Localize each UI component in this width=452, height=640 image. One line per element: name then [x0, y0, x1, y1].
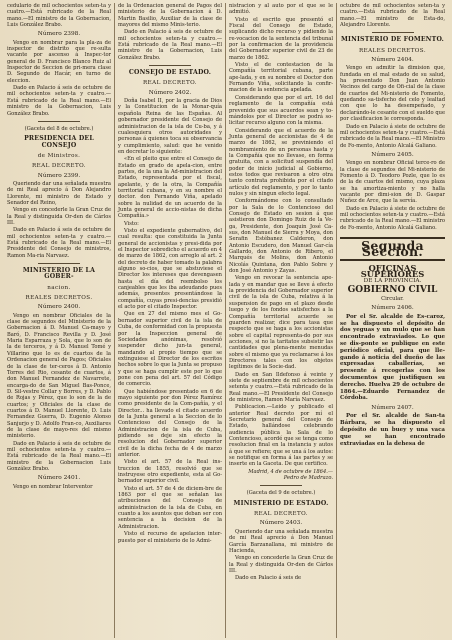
- paragraph: Visto el expediente gubernativo, del cual resulta: que constituida la Junta general de accionistas y presi-dida por el Inspector sobredicho el acuerdo en 4 de marzo de 1862, con arreglo al art. 2 del decreto de haber tomado la palabra alguno so-cios, que se abstuviese el Director los intereses que devengasen hasta el día del reembolso los canjeables que les iba adeudando pues además, presentes presentándose la compañía, cuyas presi-dencias presidió el acto por el citado Inspector.: [118, 228, 222, 311]
- gazette-date: (Gaceta del 9 de octubre.): [246, 490, 316, 497]
- section-heading: PRESIDENCIA DEL CONSEJO: [24, 135, 94, 149]
- notice-paragraph: Por el Sr. alcalde de San-ta Bárbara, se ha dispuesto el depósito de un buey y una vaca que se han encontrado extraviadas en la dehesa de: [340, 413, 445, 447]
- section-subheading: nacion.: [47, 284, 71, 291]
- paragraph: Dado en Palacio á seis de octubre de mil ochocientos seten-ta y cuatro.—Está rubricado de la Real mano.—El ministro de la Gobernacion, Luis González Brabo.: [118, 29, 222, 61]
- decree-heading: REALES DECRETOS.: [358, 47, 426, 54]
- decree-number: Número 2405.: [371, 151, 414, 158]
- paragraph: Visto el art. 57 de la Real ins-truccion de 1855, resolvió que se instruyese otro expediente, esta al Go-bernador superior civil.: [118, 459, 222, 485]
- decree-number: Número 2398.: [37, 31, 81, 38]
- column-2: [115, 3, 226, 638]
- paragraph: Conformándome con lo consultado por la Sala de lo Contencioso del Consejo de Estado en sesion á que asistieron don Domingo Ruiz de la Ve-ga, Presidente, don Joaquin José Ca-sus, don Manuel de Sierra y Moya, don Serafin Estébanez Calderon, don Antonio Escudero, don Manuel Gar-cía Gallardo, don Antonio de Ribero, el Marqués de Molins, don Antonio Nicolás Quintana, don Pablo Sobre y don José Antonio y Zayas.: [229, 198, 333, 275]
- paragraph: Dado en Palacio á seis de octubre de mil ochocientos seten-ta y cuatro.—Está rubricado de la Real mano.—El ministro de la Gobernacion, Luis González Brabo.: [7, 85, 111, 117]
- notice-paragraph: Por el Sr. alcalde de Es-caroz, se ha dispuesto el depósito de dos yeguas y un mulo que se han encontrado extraviados. Lo que se dis-ponte se publique en este periódico oficial, para que lle-gando á noticia del dueño de las expresadas caballerías, se presente á recogerlas con los documentos que justifiquen su derecho. Huelva 29 de octubre de 1864.—Eduardo Fernandez de Córdoba.: [340, 313, 445, 402]
- paragraph: Vengo en admitir la dimision que, fundada en el mal estado de su salud, ha presentado Don Juan Antonio Vecinos del cargo de Ofi-cial de la clase de cuartos del Mi-nisterio de Fomento, quedando sa-tisfecho del celo y lealtad con que lo ha desempeñado, y declarándo-le cesante con el sueldo que por clasificacion le corresponda.: [340, 65, 445, 123]
- paragraph: Que en 27 del mismo mes el Go-bernador superior civil de la isla de Cuba, de conformidad con la propuesta por la Inspeccion general de Sociedades anónimas, resolvió suspender dicho jun-ta general, mandando al propio tiempo que se extinguiese el Director de los escritos hechos sobre lo que la Junta se propuso y que se haga cumplir este por lo que pone con pena del art. 57 del Código de comercio.: [118, 311, 223, 388]
- offices-heading: OFICINAS SUPERIORES: [360, 262, 425, 280]
- paragraph: Dado en Palacio á seis de octubre de mil ochocientos seten-ta y cuatro.—Está rubricado de la Real mano.—El Presidente del Consejo de ministros, Ramon Ma-ria Narvaez.: [7, 227, 111, 259]
- section-subheading: de Ministros.: [37, 152, 81, 159]
- column-3: [226, 3, 337, 638]
- paragraph: Visto:: [124, 220, 139, 227]
- paragraph: Dado en Palacio á seis de octubre de mil ochocientos seten-ta y cuatro.—Está rubricado de la Real mano.—El ministro de la Gobernacion Luis González Brabo.: [7, 440, 111, 472]
- decree-number: Número 2407.: [371, 405, 414, 412]
- gazette-date: (Gaceta del 8 de octubre.): [24, 125, 94, 132]
- section-heading: MINISTERIO DE LA GOBER-: [22, 267, 96, 281]
- decree-heading: REAL DECRETO.: [143, 80, 197, 87]
- decree-number: Número 2406.: [371, 305, 414, 312]
- signature-line: Madrid, 4 de octubre de 1864.—Pedro de Madrazo.: [248, 468, 333, 482]
- paragraph: Visto el art. 57 de 4 de diciem-bre de 1863 por el que se señalan las atribuciones del Consejo de administracion de la isla de Cuba, en cuanto a los asuntos que deban ser con sentencia a la decision de la Administracion.: [118, 485, 222, 530]
- paragraph: Vengo en nombrar Interventor: [13, 483, 93, 490]
- paragraph: Vengo en nombrar Oficiales de la clase de segundos del Ministerio de la Gobernacion á D. Manuel Ca-mayo y Baró, D. Francisco Revilla y D. José Maria Esparraza y Sola, que lo son de la de terceros, y á D. Manuel Tomé y Villarino que lo es de cuartos de la Ordenacion general de Pagos; Oficiales de la clase de ter-ceros á D. Antonio Torres del Rio, cesante de cuartos, á don Manuel Fernandez de Navarrete, encarga-do de San Miguel Bas-Ponce, D. Sil-vestre Collar y Borres, y D. Pablo de Rojas y Pérez, que lo son de la de cuartos; y Oficiales de la clase de cuartos á D. Manuel Llorente, D. Luis Fernandez Guerra, D. Eugenio Alonso Sanjurjo y D. Adolfo Fran-co, Auxiliares de la clase de mayo-res del mismo ministerio.: [7, 312, 111, 440]
- decree-heading: REAL DECRETO.: [254, 511, 308, 518]
- paragraph: de la Ordenacion general de Pagos del ministerio de la Gobernacion á D. Martin Basilio, Auxiliar de la clase de mayores del mismo Minis-terio.: [118, 3, 222, 29]
- paragraph: Queriendo dar una señalada muestra de mi Real aprecio á Don Manuel García Barzanallana, mi ministro de Hacienda,: [229, 528, 333, 554]
- paragraph: Doña Isabel II, por la gracia de Dios y la Constitucion de la Monar-quía española Reina de las Españas. Al gobernador presidente del Consejo de administracion de la isla de Cu-ba, y á cualesquiera otros autoridades y personas á quienes toca su observancia y cumplimiento, salud: que he venido en decretar lo siguiente:: [118, 98, 222, 155]
- section-heading: CONSEJO DE ESTADO.: [128, 69, 212, 77]
- section-heading: MINISTERIO DE ESTADO.: [233, 499, 329, 507]
- paragraph: octubre de mil ochocientos seten-ta y cuatro.—Está rubricado de la Real mano.—El ministro de Esta-do, Alejandro Llorente.: [340, 3, 445, 29]
- paragraph: Publicacion.—Leido y publicado el anterior Real decreto por mí el Secretario general del Consejo de Estado, hallándose celebrando audiencia pública la Sala de lo Contencioso, acordé que se tenga como resolucion final en la instancia y autos á que se refiere; que se una á los autos: se notifique en forma á las partes y se inserte en la Gaceta. De que certifico.: [229, 404, 333, 468]
- decree-heading: REAL DECRETO.: [32, 163, 86, 170]
- divider: [260, 485, 302, 486]
- divider: [372, 32, 414, 33]
- paragraph: Vengo en concederle la Gran Cruz de la Real y distinguida Or-den de Cárlos III.: [229, 555, 333, 574]
- decree-number: Número 2401.: [37, 475, 81, 482]
- paragraph: Visto el recurso de apelacion inter-puesto por el ministerio de lo Admi-: [118, 531, 222, 544]
- paragraph: Vengo en nombrar Oficial terce-ro de la clase de segundos del Mi-nisterio de Fomento á D. Teodoro Pozle, que lo es de la de cuartos del mismo, cuya plaza se ha amortiza-miento y no halla vacante por dimi-sion de D. Gaspar Nuñez de Arce, que la servía.: [340, 160, 445, 205]
- paragraph: cedulario de mil ochocientos seten-ta y cuatro.—Está rubricado de la Real mano.—El ministro de la Gobernacion, Luis González Brabo.: [7, 3, 111, 29]
- section-heading: MINISTERIO DE FOMENTO.: [340, 36, 445, 44]
- decree-number: Número 2399.: [37, 172, 81, 179]
- paragraph: Queriendo dar una señalada muestra de mi Real aprecio á Don Alejandro Llorente, mi ministro de Estado y Senador del Reino,: [7, 180, 111, 206]
- paragraph: Visto el escrito que presentó el Fiscal del Consejo de Estado, suplicando dicho recurso y pidiendo la re-vocacion de la sentencia del tribunal por la confirmacion de la providencia del Gobernador superior civil de 23 de marzo de 1862.: [229, 16, 333, 61]
- paragraph: Vengo en nombrar para la pla-za de inspector de distrito que re-sulta vacante por ascenso á Inspec-tor general de D. Francisco Blanco Ruiz al Inspector de Seccion de pri-mera clase D. Segundo de Hacár, en turno de eleccion.: [7, 39, 111, 84]
- circular-label: Circular.: [381, 296, 404, 303]
- paragraph: Dado en Palacio á siete de octubre de mil ochocientos seten-ta y cuatro.—Está rubricado de la Real mano.—El ministro de Fo-mento, Antonio Alcalá Galiano.: [340, 205, 445, 231]
- decree-heading: REALES DECRETOS.: [25, 295, 93, 302]
- paragraph: Que habiéndose presentado en 6 de mayo siguiente por don Pérez Ramírez como presidente de la Com-pañía, y el Director... ha llevado el citado acuerdo de la Junta general a la Seccion de lo Contencioso del Consejo de la Administracion de la isla de Cuba, pidiendo se deje sin efecto la resolucion del Gobernador superior civil de la dicha fecha de 4 de marzo anterior.: [118, 388, 222, 459]
- divider: [149, 65, 191, 66]
- section-banner: Segunda Seccion.: [340, 237, 445, 261]
- government-heading: GOBIERNO CIVIL: [347, 284, 438, 295]
- paragraph: Dado en Palacio á siete de octubre de mil ochocientos seten-ta y cuatro.—Está rubricado de la Real mano.—El Ministro de Fo-mento, Antonio Alcalá Galiano.: [340, 123, 445, 149]
- column-1: [4, 3, 115, 638]
- offices-subheading: DE LA PROVINCIA.: [363, 278, 422, 285]
- divider: [38, 263, 80, 264]
- paragraph: Dado en Palacio á seis de: [235, 575, 302, 582]
- paragraph: Vengo en revocar la sentencia ape-lada y en mandar que se lleve á efecto la providencia del Gobernador superior civil de la isla de Cuba, relativa á la suspension de pago en el plazo desde luego y de los fondos satisfechos a la Compañía territorial acuerde se guarden realizar, dice para tasa que respecto que se haga a los accionistas sobre el capital representa-do por sus acciones, si no la taritatos subsistir las cantidades que plena-mente menudas sobre el mismo que ya reclamarse á los Directores tales con los objetos legítimos de la Socie-dad.: [229, 275, 333, 371]
- paragraph: Considerando que el acuerdo de la Junta general de accionistas de 4 de marzo de 1862, se previniendo el nombramiento de un personas hasta y la Compañía que no llevase, en forma gratuita, con a solicitud suspendía del poder de inicio judicial al Gobierno, estos todos que revisaron a otro otra tanto contrata prohibida por el citado artículo del reglamento, y por lo tanto nulos y sin ningun efecto legal.: [229, 127, 333, 197]
- paragraph: «En el pleito que entre el Consejo de Estado en grado de apela-cion, entre partes, de la una la Ad-ministracion del Estado, representada por el fiscal, apelante, y de la otra, la Compañía territorial cubana, y en su nombre el doctor. don Fernando Viña, apelado sobre la nulidad de un acuerdo de la Junta general de accio-nistas de dicha Compañía.»: [118, 156, 222, 220]
- column-layout: [4, 3, 448, 638]
- decree-number: Número 2403.: [259, 520, 303, 527]
- decree-number: Número 2402.: [148, 89, 192, 96]
- column-4: [337, 3, 448, 638]
- paragraph: Visto el de contestacion de la Compañía territorial cubana, parte ape-lada, y en su nombre el Doctor don Fernando Viña, solicitando la confir-macion de la sentencia apelada.: [229, 62, 333, 94]
- decree-number: Número 2400.: [37, 304, 81, 311]
- divider: [38, 121, 80, 122]
- paragraph: Dado en San Ildefonso á veinte y siete de septiembre de mil ochocientos setenta y cuatro.—Está rubricado de la Real mano.—El Presidente del Consejo de ministros, Ramon María Narvaez.: [229, 371, 333, 403]
- paragraph: Considerando que por el art. 16 del reglamento de la compañía está prevenido que sus acuerdos sean y to-mándolos por el Director se podrá so-licitar recurso alguno con la misma.: [229, 94, 333, 127]
- paragraph: nistracion y al auto por el que se le admitió.: [229, 3, 333, 16]
- paragraph: Vengo en concederle la Gran Cruz de la Real y distinguida Or-den de Cárlos III.: [7, 207, 111, 226]
- decree-number: Número 2404.: [371, 57, 414, 64]
